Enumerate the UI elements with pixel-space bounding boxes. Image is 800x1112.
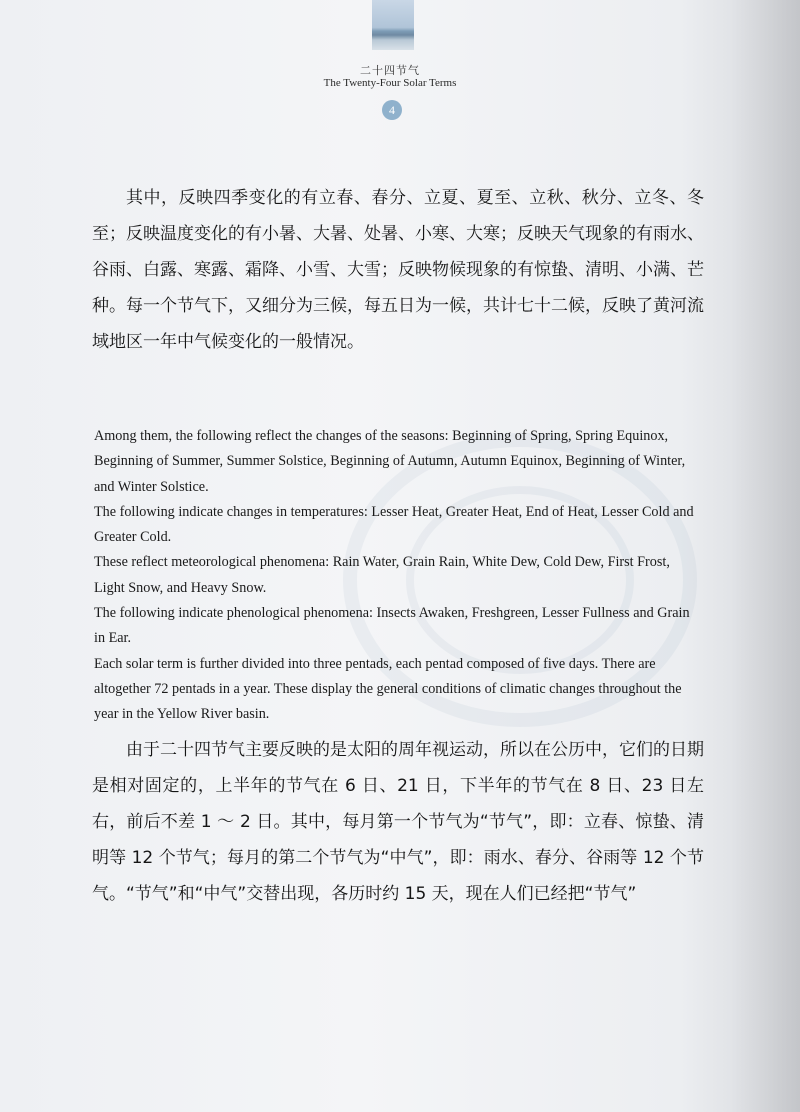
running-header-chinese: 二十四节气 <box>360 64 420 77</box>
chinese-paragraph-text: 其中，反映四季变化的有立春、春分、立夏、夏至、立秋、秋分、立冬、冬至；反映温度变化的有小暑、大暑、处暑、小寒、大寒；反映天气现象的有雨水、谷雨、白露、寒露、霜降、小雪、大雪；反映物候现象的有惊蛰、清明、小满、芒种。每一个节气下，又细分为三候，每五日为一候，共计七十二候，反映了黄河流域地区一年中气候变化的一般情况。 <box>92 188 704 352</box>
chinese-paragraph-text: 由于二十四节气主要反映的是太阳的周年视运动，所以在公历中，它们的日期是相对固定的，上半年的节气在 6 日、21 日，下半年的节气在 8 日、23 日左右，前后不差 1 ～ 2 日。其中，每月第一个节气为“节气”，即：立春、惊蛰、清明等 12 个节气；每月的第二个节气为“中气”，即：雨水、春分、谷雨等 12 个节气。“节气”和“中气”交替出现，各历时约 15 天，现在人们已经把“节气” <box>92 740 704 904</box>
english-translation <box>94 424 704 728</box>
page-number-badge: 4 <box>382 100 402 120</box>
header-landscape-image <box>372 0 414 50</box>
running-header-english: The Twenty-Four Solar Terms <box>323 77 457 89</box>
chinese-paragraph-2 <box>92 732 704 912</box>
chinese-paragraph-1 <box>92 180 704 360</box>
english-paragraph-pentads: Each solar term is further divided into three pentads, each pentad composed of five days. There are altogether 72 pentads in a year. These display the general conditions of climatic changes throughout the year in the Yellow River basin. <box>94 655 682 723</box>
english-paragraph-phenological: The following indicate phenological phenomena: Insects Awaken, Freshgreen, Lesser Fullness and Grain in Ear. <box>94 605 690 647</box>
english-paragraph-meteorological: These reflect meteorological phenomena: Rain Water, Grain Rain, White Dew, Cold Dew, First Frost, Light Snow, and Heavy Snow. <box>94 554 670 596</box>
english-paragraph-temperatures: The following indicate changes in temperatures: Lesser Heat, Greater Heat, End of Heat, Lesser Cold and Greater Cold. <box>94 503 694 546</box>
spine-shadow <box>730 0 800 1112</box>
english-paragraph-seasons: Among them, the following reflect the changes of the seasons: Beginning of Spring, Spring Equinox, Beginning of Summer, Summer Solstice, Beginning of Autumn, Autumn Equinox, Beginning of Winter, and Winter Solstice. <box>94 428 686 495</box>
